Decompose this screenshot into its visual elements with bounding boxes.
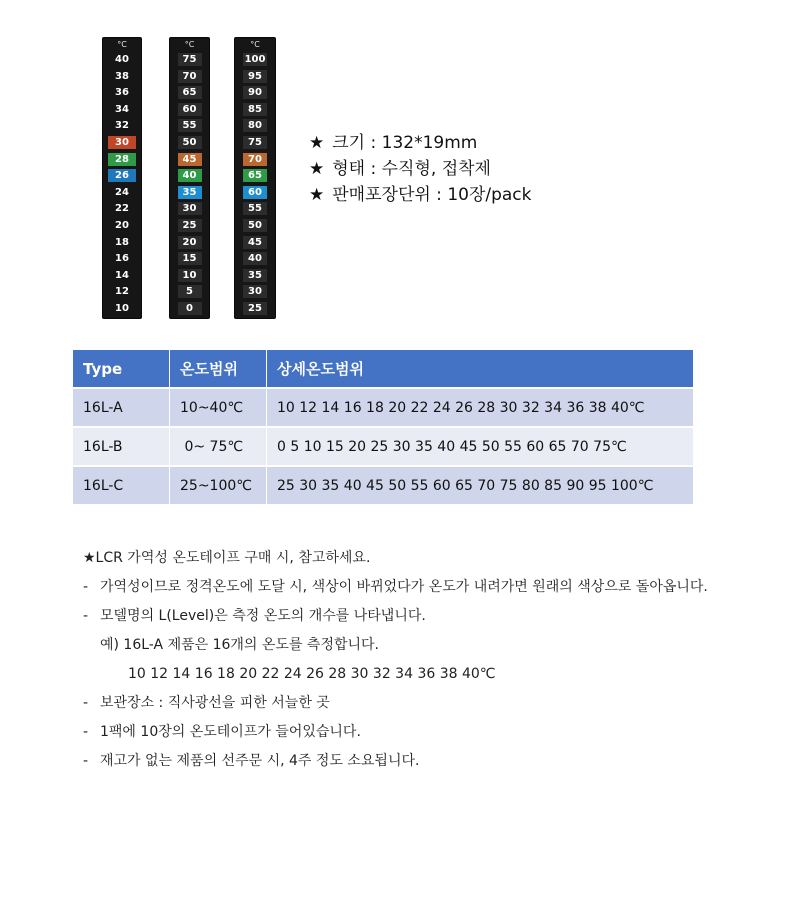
- strip-cell-100: 100: [244, 54, 266, 65]
- table-row: [73, 466, 693, 504]
- strip-cell-60: 60: [243, 186, 267, 199]
- spec-list: [309, 130, 532, 208]
- note-pack-count: 1팩에 10장의 온도테이프가 들어있습니다.: [100, 724, 361, 740]
- strip-cell-15: 15: [178, 252, 202, 265]
- cell-type: 16L-A: [73, 388, 170, 427]
- note-storage: 보관장소 : 직사광선을 피한 서늘한 곳: [100, 695, 330, 711]
- strip-cell-65: 65: [243, 169, 267, 182]
- note-preorder: 재고가 없는 제품의 선주문 시, 4주 정도 소요됩니다.: [100, 753, 420, 769]
- strip-cell-18: 18: [115, 236, 129, 248]
- dash-bullet: -: [83, 579, 89, 595]
- strip-cell-30: 30: [243, 285, 267, 298]
- strip-cell-35: 35: [243, 269, 267, 282]
- strip-cell-30: 30: [108, 136, 136, 149]
- strip-cell-70: 70: [178, 70, 202, 83]
- header-detail-range: 상세온도범위: [267, 350, 694, 388]
- note-item: [83, 693, 723, 713]
- spec-size: [309, 130, 532, 156]
- spec-package: [309, 182, 532, 208]
- star-icon: ★: [309, 185, 325, 205]
- spec-form-text: 형태 : 수직형, 접착제: [332, 159, 491, 179]
- strip-cell-38: 38: [115, 70, 129, 82]
- strip-cell-20: 20: [115, 220, 129, 231]
- strip-cell-26: 26: [108, 169, 136, 182]
- strip-cell-5: 5: [178, 285, 202, 298]
- note-item: [83, 722, 723, 742]
- strip-cell-14: 14: [115, 269, 129, 281]
- strip-cell-25: 25: [178, 219, 202, 232]
- cell-type: 16L-B: [73, 427, 170, 466]
- table-row: [73, 388, 693, 427]
- strip-cell-75: 75: [178, 53, 202, 66]
- table-row: [73, 427, 693, 466]
- strip-cell-70: 70: [243, 153, 267, 166]
- strip-cell-28: 28: [108, 153, 136, 166]
- temperature-strip-16l-c: [235, 38, 275, 318]
- dash-bullet: -: [83, 608, 89, 624]
- temperature-strip-16l-b: [170, 38, 209, 318]
- note-example: 예) 16L-A 제품은 16개의 온도를 측정합니다.: [100, 637, 380, 653]
- header-range: 온도범위: [170, 350, 267, 388]
- strip-cell-65: 65: [178, 86, 202, 99]
- strip-cell-45: 45: [178, 153, 202, 166]
- strip-cell-95: 95: [243, 70, 267, 83]
- strip-cell-50: 50: [243, 219, 267, 232]
- strip-cell-35: 35: [178, 186, 202, 199]
- star-icon: ★: [309, 159, 325, 179]
- note-item: [83, 751, 723, 771]
- strip-cell-40: 40: [178, 169, 202, 182]
- dash-bullet: -: [83, 695, 89, 711]
- purchase-notes: [83, 547, 723, 780]
- strip-cell-85: 85: [243, 103, 267, 116]
- strip-cell-25: 25: [243, 302, 267, 315]
- strip-cell-40: 40: [115, 54, 129, 65]
- note-reversible: 가역성이므로 정격온도에 도달 시, 색상이 바뀌었다가 온도가 내려가면 원래의 색상으로 돌아옵니다.: [100, 579, 708, 595]
- strip-cell-24: 24: [115, 186, 129, 198]
- star-icon: ★: [309, 133, 325, 153]
- strip-cell-34: 34: [115, 103, 129, 115]
- strip-cell-55: 55: [243, 202, 267, 215]
- cell-detail: 10 12 14 16 18 20 22 24 26 28 30 32 34 36 38 40℃: [267, 388, 694, 427]
- strip-cell-45: 45: [243, 236, 267, 249]
- table-header-row: [73, 350, 693, 388]
- strip-cell-32: 32: [115, 120, 129, 132]
- dash-bullet: -: [83, 753, 89, 769]
- dash-bullet: -: [83, 724, 89, 740]
- temperature-strip-16l-a: [103, 38, 141, 318]
- note-item: [83, 577, 723, 597]
- strip-cell-30: 30: [178, 202, 202, 215]
- strip-cell-10: 10: [178, 269, 202, 282]
- strip-cell-16: 16: [115, 253, 129, 265]
- spec-form: [309, 156, 532, 182]
- cell-detail: 25 30 35 40 45 50 55 60 65 70 75 80 85 90 95 100℃: [267, 466, 694, 504]
- strip-cell-36: 36: [115, 87, 129, 99]
- strip-cell-20: 20: [178, 236, 202, 249]
- spec-size-text: 크기 : 132*19mm: [332, 133, 478, 153]
- strip-unit-label: °C: [117, 40, 127, 49]
- strip-cell-10: 10: [115, 303, 129, 314]
- strip-cell-40: 40: [243, 252, 267, 265]
- note-level: 모델명의 L(Level)은 측정 온도의 개수를 나타냅니다.: [100, 608, 426, 624]
- cell-range: 25~100℃: [170, 466, 267, 504]
- note-item: [83, 606, 723, 626]
- notes-heading: ★LCR 가역성 온도테이프 구매 시, 참고하세요.: [83, 550, 371, 566]
- cell-type: 16L-C: [73, 466, 170, 504]
- cell-detail: 0 5 10 15 20 25 30 35 40 45 50 55 60 65 70 75℃: [267, 427, 694, 466]
- strip-cell-55: 55: [178, 119, 202, 132]
- note-example-sequence: 10 12 14 16 18 20 22 24 26 28 30 32 34 36 38 40℃: [128, 666, 496, 682]
- strip-unit-label: °C: [250, 40, 260, 49]
- strip-cell-75: 75: [243, 136, 267, 149]
- temperature-range-table: [73, 350, 693, 504]
- strip-cell-0: 0: [178, 302, 202, 315]
- spec-package-text: 판매포장단위 : 10장/pack: [332, 185, 532, 205]
- strip-cell-90: 90: [243, 86, 267, 99]
- cell-range: 0~ 75℃: [170, 427, 267, 466]
- strip-unit-label: °C: [184, 40, 195, 49]
- cell-range: 10~40℃: [170, 388, 267, 427]
- strip-cell-12: 12: [115, 286, 129, 298]
- header-type: Type: [73, 350, 170, 388]
- strip-cell-22: 22: [115, 203, 129, 215]
- strip-cell-50: 50: [178, 136, 202, 149]
- strip-cell-80: 80: [243, 119, 267, 132]
- strip-cell-60: 60: [178, 103, 202, 116]
